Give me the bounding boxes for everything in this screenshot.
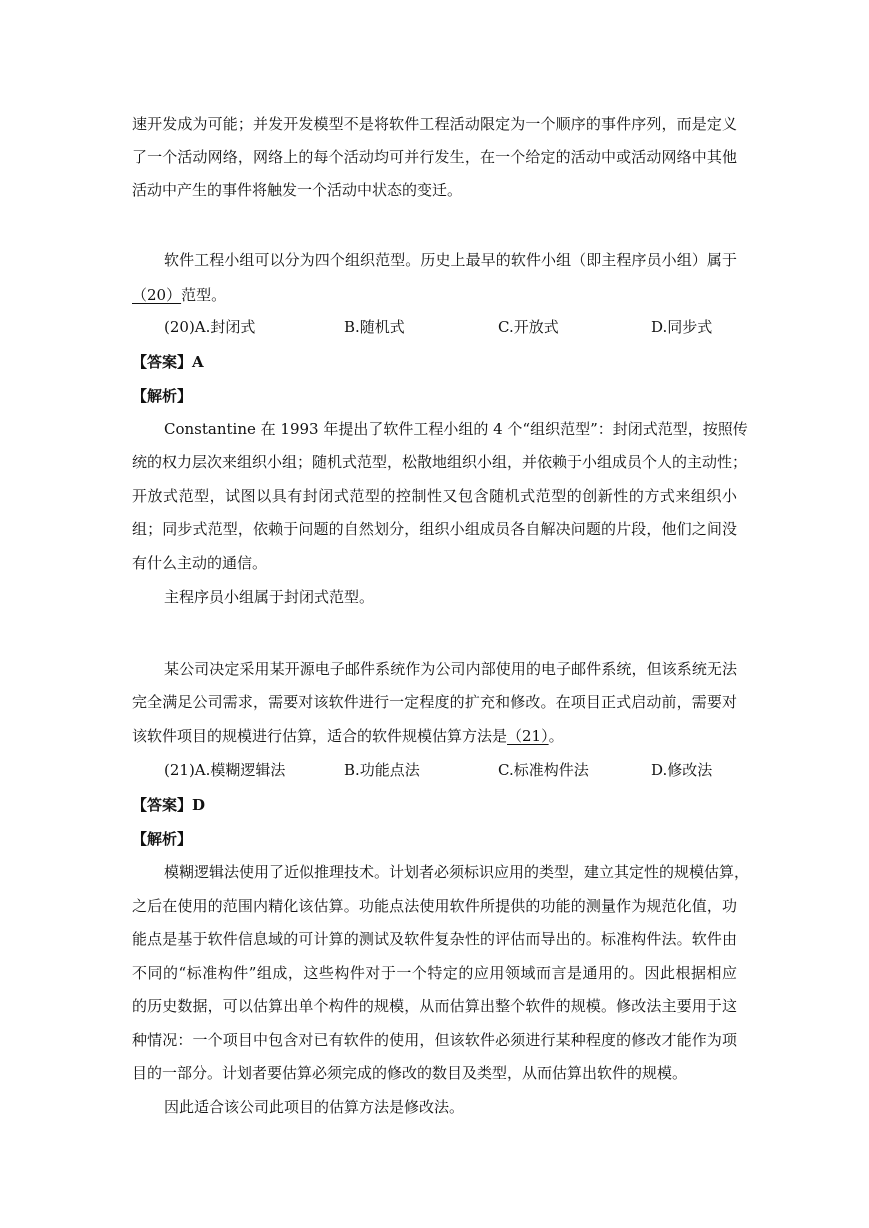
q20-stem-line-2	[132, 285, 226, 305]
q21-analysis-label: 【解析】	[132, 830, 193, 848]
q21-answer-label: 【答案】	[132, 796, 193, 814]
q20-option-b: B.随机式	[344, 318, 405, 336]
q20-analysis-label: 【解析】	[132, 387, 193, 405]
q21-stem-line-1: 某公司决定采用某开源电子邮件系统作为公司内部使用的电子邮件系统，但该系统无法	[164, 660, 737, 678]
q20-answer-value: A	[192, 353, 204, 371]
q20-analysis-line-1: Constantine 在 1993 年提出了软件工程小组的 4 个“组织范型”：封闭式范型，按照传	[164, 420, 748, 438]
q21-option-b: B.功能点法	[344, 761, 420, 779]
q21-stem-line-2: 完全满足公司需求，需要对该软件进行一定程度的扩充和修改。在项目正式启动前，需要对	[132, 693, 737, 711]
q21-stem-line-3-post: 。	[548, 727, 564, 745]
q21-analysis-line-6: 种情况：一个项目中包含对已有软件的使用，但该软件必须进行某种程度的修改才能作为项	[132, 1031, 737, 1049]
q21-answer	[132, 795, 205, 815]
q21-option-a: (21)A.模糊逻辑法	[164, 761, 286, 779]
q20-blank: （20）	[132, 286, 182, 304]
q20-answer-label: 【答案】	[132, 353, 193, 371]
intro-line-2: 了一个活动网络，网络上的每个活动均可并行发生，在一个给定的活动中或活动网络中其他	[132, 148, 737, 166]
q20-stem-tail: 范型。	[181, 286, 227, 304]
q21-analysis-line-3: 能点是基于软件信息域的可计算的测试及软件复杂性的评估而导出的。标准构件法。软件由	[132, 930, 737, 948]
q20-stem-line-1: 软件工程小组可以分为四个组织范型。历史上最早的软件小组（即主程序员小组）属于	[164, 251, 737, 269]
q21-analysis-line-1: 模糊逻辑法使用了近似推理技术。计划者必须标识应用的类型，建立其定性的规模估算，	[164, 863, 750, 881]
q20-analysis-line-2: 统的权力层次来组织小组；随机式范型，松散地组织小组，并依赖于小组成员个人的主动性；	[132, 453, 748, 471]
q21-answer-value: D	[192, 796, 206, 814]
q20-answer	[132, 352, 204, 372]
intro-line-1: 速开发成为可能；并发开发模型不是将软件工程活动限定为一个顺序的事件序列，而是定义	[132, 115, 737, 133]
q20-conclusion: 主程序员小组属于封闭式范型。	[164, 588, 375, 606]
q21-option-d: D.修改法	[651, 761, 713, 779]
q21-analysis-line-7: 目的一部分。计划者要估算必须完成的修改的数目及类型，从而估算出软件的规模。	[132, 1064, 688, 1082]
q20-option-d: D.同步式	[651, 318, 713, 336]
q21-conclusion: 因此适合该公司此项目的估算方法是修改法。	[164, 1098, 465, 1116]
q21-analysis-line-4: 不同的“标准构件”组成，这些构件对于一个特定的应用领域而言是通用的。因此根据相应	[132, 964, 737, 982]
q21-blank: （21）	[507, 727, 549, 745]
q21-analysis-line-5: 的历史数据，可以估算出单个构件的规模，从而估算出整个软件的规模。修改法主要用于这	[132, 997, 737, 1015]
q21-analysis-line-2: 之后在使用的范围内精化该估算。功能点法使用软件所提供的功能的测量作为规范化值，功	[132, 897, 737, 915]
q21-stem-line-3	[132, 726, 564, 746]
q20-analysis-line-5: 有什么主动的通信。	[132, 554, 268, 572]
q20-option-a: (20)A.封闭式	[164, 318, 256, 336]
q21-stem-line-3-pre: 该软件项目的规模进行估算，适合的软件规模估算方法是	[132, 727, 508, 745]
q20-option-c: C.开放式	[498, 318, 559, 336]
q20-analysis-line-4: 组；同步式范型，依赖于问题的自然划分，组织小组成员各自解决问题的片段，他们之间没	[132, 520, 737, 538]
q21-option-c: C.标准构件法	[498, 761, 589, 779]
intro-line-3: 活动中产生的事件将触发一个活动中状态的变迁。	[132, 181, 463, 199]
q20-analysis-line-3: 开放式范型，试图以具有封闭式范型的控制性又包含随机式范型的创新性的方式来组织小	[132, 487, 737, 505]
